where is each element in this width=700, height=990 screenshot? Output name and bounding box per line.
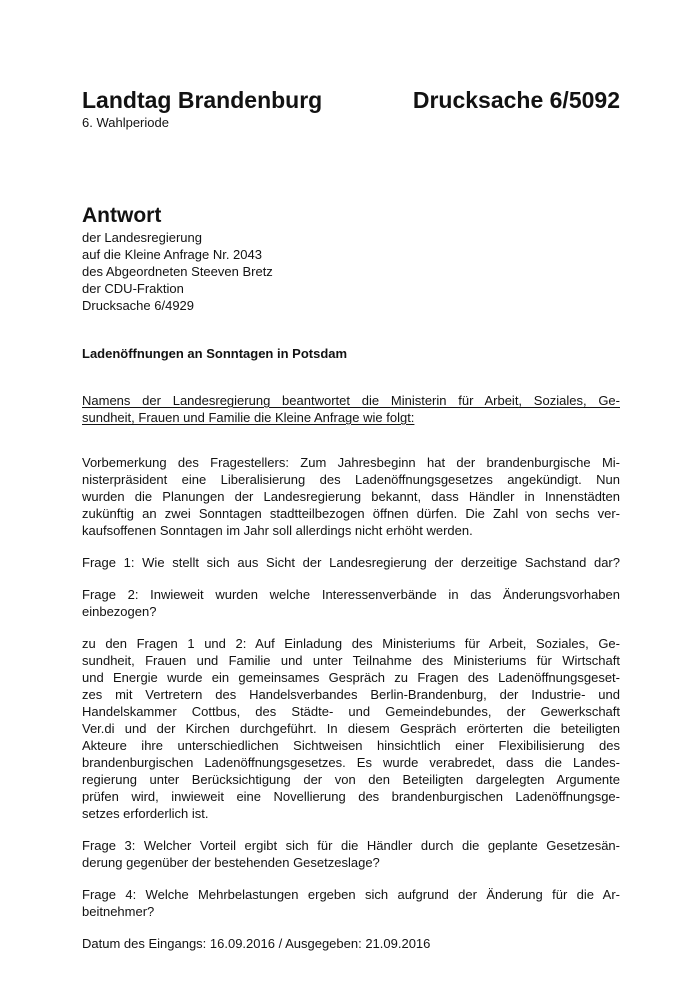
body-text [82,454,620,920]
text-line: sundheit, Frauen und Familie die Kleine Anfrage wie folgt: [82,410,415,425]
answer-block [82,203,620,314]
text-line: derung gegenüber der bestehenden Gesetzeslage? [82,855,380,870]
text-line: Namens der Landesregierung beantwortet die Ministerin für Arbeit, Soziales, Ge- [82,393,620,408]
frage-1-paragraph [82,554,620,571]
text-line: Vorbemerkung des Fragestellers: Zum Jahresbeginn hat der brandenburgische Mi- [82,455,620,470]
text-line: Akteure ihre unterschiedlichen Sichtweisen hinsichtlich einer Flexibilisierung des [82,738,620,753]
text-line: einbezogen? [82,604,157,619]
text-line: Handelskammer Cottbus, des Städte- und Gemeindebundes, der Gewerkschaft [82,704,620,719]
text-line: zes mit Vertretern des Handelsverbandes Berlin-Brandenburg, der Industrie- und [82,687,620,702]
frage-3-paragraph [82,837,620,871]
footer-date-line: Datum des Eingangs: 16.09.2016 / Ausgegeben: 21.09.2016 [82,936,431,951]
text-line: wurden die Planungen der Landesregierung bekannt, dass Händler in Innenstädten [82,489,620,504]
text-line: und Energie wurde ein gemeinsames Gespräch zu Fragen des Ladenöffnungsgeset- [82,670,620,685]
text-line: zu den Fragen 1 und 2: Auf Einladung des Ministeriums für Arbeit, Soziales, Ge- [82,636,620,651]
drucksache-number: Drucksache 6/5092 [412,87,620,113]
text-line: Frage 1: Wie stellt sich aus Sicht der Landesregierung der derzeitige Sachstand dar? [82,555,620,570]
frage-4-paragraph [82,886,620,920]
text-line: kaufsoffenen Sonntagen im Jahr soll allerdings nicht erhöht werden. [82,523,473,538]
subject-title: Ladenöffnungen an Sonntagen in Potsdam [82,346,348,361]
answer-heading: Antwort [82,204,162,227]
text-line: Frage 4: Welche Mehrbelastungen ergeben sich aufgrund der Änderung für die Ar- [82,887,620,902]
text-line: prüfen wird, inwieweit eine Novellierung des brandenburgischen Ladenöffnungsge- [82,789,620,804]
frage-2-paragraph [82,586,620,620]
text-line: zukünftig an zwei Sonntagen stadtteilbezogen öffnen dürfen. Die Zahl von sechs ver- [82,506,620,521]
text-line: sundheit, Frauen und Familie und unter Teilnahme des Ministeriums für Wirtschaft [82,653,620,668]
preamble-paragraph [82,392,620,426]
term-label: 6. Wahlperiode [82,115,169,130]
answer-detail-line: auf die Kleine Anfrage Nr. 2043 [82,247,262,262]
answer-detail-line: der CDU-Fraktion [82,281,184,296]
text-line: setzes erforderlich ist. [82,806,209,821]
text-line: regierung unter Berücksichtigung der von den Beteiligten dargelegten Argumente [82,772,620,787]
vorbemerkung-paragraph [82,454,620,539]
header-title-row [82,86,620,114]
antwort-fragen-1-2-paragraph [82,635,620,822]
preamble-slot [82,392,620,426]
parliament-title: Landtag Brandenburg [82,87,323,113]
text-line: brandenburgischen Ladenöffnungsgesetzes. Es wurde verabredet, dass die Landes- [82,755,620,770]
document-header [82,86,620,131]
answer-detail-line: der Landesregierung [82,230,202,245]
text-line: Ver.di und der Kirchen durchgeführt. In diesem Gespräch erörterten die beteiligten [82,721,620,736]
answer-detail-line: des Abgeordneten Steeven Bretz [82,264,273,279]
text-line: Frage 3: Welcher Vorteil ergibt sich für die Händler durch die geplante Gesetzesän- [82,838,620,853]
answer-details [82,229,620,314]
answer-detail-line: Drucksache 6/4929 [82,298,195,313]
text-line: nisterpräsident eine Liberalisierung des Ladenöffnungsgesetzes angekündigt. Nun [82,472,620,487]
text-line: Frage 2: Inwieweit wurden welche Interessenverbände in das Änderungsvorhaben [82,587,620,602]
text-line: beitnehmer? [82,904,155,919]
